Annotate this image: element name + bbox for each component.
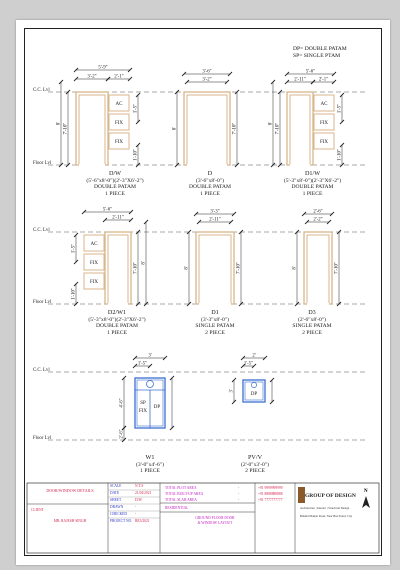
legend-line-2: SP= SINGLE PTAM bbox=[293, 53, 341, 59]
dw-dim-r2-text: 1'-10" bbox=[133, 149, 139, 161]
title-block-key: DATE bbox=[110, 491, 120, 495]
caption-code: PV/V bbox=[247, 454, 263, 461]
d1w-dim-door-text: 2'-11" bbox=[294, 77, 306, 83]
caption-code: W1 bbox=[145, 454, 155, 461]
caption-d1 bbox=[165, 310, 265, 336]
d1w-dim-h2-text: 8' bbox=[268, 121, 274, 126]
caption-code: D3 bbox=[308, 309, 316, 316]
area-key: TOTAL PLOT AREA bbox=[165, 486, 197, 490]
w1-dim-half-text: 1'-5" bbox=[137, 361, 148, 367]
title-block-value: D/W bbox=[135, 498, 142, 502]
caption-w1 bbox=[110, 455, 190, 475]
d-dim-h2-text: 8' bbox=[172, 126, 178, 131]
caption-dw bbox=[60, 171, 170, 197]
title-block-value: - bbox=[135, 512, 137, 516]
brand-logo-mark bbox=[298, 487, 305, 503]
caption-d2w1 bbox=[62, 310, 172, 336]
d2w1-dim-h2-text: 8' bbox=[141, 261, 147, 265]
d1w-door-inner bbox=[290, 95, 310, 165]
pvw-dim-half-text: 1'-5" bbox=[243, 361, 254, 367]
d2w1-door-inner bbox=[108, 235, 128, 304]
dw-dim-win-text: 2'-1" bbox=[114, 74, 124, 80]
area-line-3 bbox=[165, 498, 197, 502]
pvw-panel-dp: DP bbox=[250, 392, 258, 397]
layout-line-2: & WINDOW LAYOUT bbox=[197, 521, 233, 525]
dw-dim-h1-text: 7'-10" bbox=[63, 122, 69, 135]
pvw-dim-h-text: 3' bbox=[229, 389, 235, 393]
dw-dim-r1-text: 1'-5" bbox=[133, 103, 139, 114]
dw-door-inner bbox=[79, 95, 105, 165]
d3-dim-top-text: 2'-6" bbox=[313, 209, 323, 215]
d1-dim-top-text: 3'-3" bbox=[210, 209, 220, 215]
d1w-dim-top-text: 5'-6" bbox=[305, 69, 316, 75]
caption-type: DOUBLE PATAM bbox=[291, 184, 334, 190]
caption-code: D1 bbox=[211, 309, 219, 316]
title-block-value: N.T.S bbox=[135, 484, 144, 488]
layout-line-1: GROUND FLOOR DOOR bbox=[195, 516, 235, 520]
drawing-title: DOOR/WINDOW DETAILS bbox=[46, 488, 94, 493]
d-dim-in-text: 3'-2" bbox=[202, 77, 212, 83]
d1w-dim-r2-text: 1'-10" bbox=[337, 149, 343, 161]
area-key: TOTAL BUILT-UP AREA bbox=[165, 492, 204, 496]
d1w-panel-label: FIX bbox=[319, 140, 329, 145]
caption-size: (5'-3"x8'-0")(2'-3"X6'-2") bbox=[88, 316, 146, 323]
title-block-key: SHEET bbox=[110, 498, 122, 502]
w1-panel-dp: DP bbox=[153, 405, 161, 410]
d2w1-panel-label: FIX bbox=[89, 280, 99, 285]
caption-count: 1 PIECE bbox=[302, 190, 323, 197]
brand-name: GROUP OF DESIGN bbox=[305, 493, 356, 499]
d1w-panel-label: FIX bbox=[319, 121, 329, 126]
d2w1-dim-top-text: 5'-6" bbox=[102, 207, 113, 213]
contact-2: +91 8888888888 bbox=[258, 492, 283, 496]
caption-count: 2 PIECE bbox=[245, 468, 265, 474]
building-type: RESIDENTIAL bbox=[165, 506, 189, 510]
area-value: - bbox=[238, 498, 240, 502]
caption-size: (3'-0"x4'-6") bbox=[135, 461, 165, 468]
d1w-dim-r1-text: 1'-5" bbox=[337, 103, 343, 114]
w1-panel-sp: SP bbox=[140, 401, 146, 406]
floor-level-label: Floor Lvl bbox=[33, 161, 52, 166]
d1-dim-h1-text: 7'-10" bbox=[236, 262, 242, 274]
caption-size: (2'-6"x8'-0") bbox=[297, 316, 327, 323]
area-key: TOTAL SLAB AREA bbox=[165, 498, 197, 502]
caption-d3 bbox=[262, 310, 362, 336]
dw-panel-label: FIX bbox=[114, 121, 124, 126]
d3-door-inner bbox=[307, 235, 329, 304]
title-block-key: DRAWN bbox=[110, 505, 124, 509]
legend-line-1: DP= DOUBLE PATAM bbox=[293, 46, 347, 52]
contact-3: +91 7777777777 bbox=[258, 498, 283, 502]
d1-door-inner bbox=[199, 235, 231, 304]
floor-level-label: Floor Lvl bbox=[33, 300, 52, 305]
d-door-inner bbox=[187, 95, 227, 165]
caption-count: 1 PIECE bbox=[107, 329, 127, 336]
caption-type: DOUBLE PATAM bbox=[188, 184, 232, 190]
caption-size: (5'-6"x8'-0")(2'-3"X6'-2") bbox=[86, 177, 144, 184]
caption-code: D1/W bbox=[304, 170, 321, 177]
caption-size: (2'-0"x3'-0") bbox=[240, 461, 270, 468]
caption-count: 1 PIECE bbox=[105, 190, 125, 197]
caption-type: SINGLE PATAM bbox=[292, 323, 332, 329]
caption-d1w bbox=[255, 171, 370, 197]
pvw-frame bbox=[243, 380, 265, 402]
contact-1: +91 9999999999 bbox=[258, 486, 283, 490]
client-name: MR. RAJESH SINGH bbox=[53, 519, 87, 523]
d3-dim-h2-text: 8' bbox=[292, 266, 298, 270]
dw-dim-h2-text: 8' bbox=[56, 121, 62, 126]
pvw-dim-top-text: 2' bbox=[252, 353, 256, 359]
d2w1-dim-door-text: 2'-11" bbox=[112, 215, 124, 221]
title-block-key: CHECKED bbox=[110, 512, 127, 516]
d1w-panel-label: AC bbox=[320, 102, 328, 107]
caption-type: DOUBLE PATAM bbox=[95, 323, 139, 329]
caption-code: D2/W1 bbox=[107, 309, 127, 316]
area-value: - bbox=[238, 492, 240, 496]
area-line-1 bbox=[165, 486, 197, 490]
dw-dim-door-text: 3'-2" bbox=[87, 74, 97, 80]
dw-panel-label: FIX bbox=[114, 140, 124, 145]
area-line-2 bbox=[165, 492, 203, 496]
d3-dim-in-text: 2'-2" bbox=[313, 217, 323, 223]
title-block-key: PROJECT NO. bbox=[110, 519, 133, 523]
d2w1-dim-h1-text: 7'-10" bbox=[133, 262, 139, 274]
d1w-dim-win-text: 2'-1" bbox=[318, 77, 329, 83]
title-block-key: SCALE bbox=[110, 484, 122, 488]
w1-dim-h-text: 4'-6" bbox=[119, 398, 125, 408]
caption-d bbox=[160, 171, 260, 197]
floor-level-label: Floor Lvl bbox=[33, 436, 52, 441]
w1-dim-top-text: 3' bbox=[148, 353, 152, 359]
caption-type: DOUBLE PATAM bbox=[93, 184, 137, 190]
d1-dim-h2-text: 8' bbox=[184, 266, 190, 270]
cc-level-label: C.C. Lvl bbox=[33, 88, 50, 93]
caption-count: 1 PIECE bbox=[140, 468, 160, 474]
d2w1-panel-label: AC bbox=[90, 242, 98, 247]
dw-dim-top-text: 5'-9" bbox=[98, 65, 108, 71]
w1-dim-sill-text: 2'-6" bbox=[119, 429, 125, 439]
caption-pvw bbox=[215, 455, 295, 475]
d-dim-top-text: 3'-6" bbox=[202, 69, 212, 75]
d2w1-dim-l1-text: 1'-5" bbox=[71, 243, 77, 254]
caption-size: (5'-3"x8'-0")(2'-3"X6'-2") bbox=[283, 177, 342, 184]
caption-count: 1 PIECE bbox=[200, 190, 220, 197]
d3-dim-h1-text: 7'-10" bbox=[334, 262, 340, 274]
brand-address: Behind Market Road, Near Bus Stand, City bbox=[300, 514, 353, 518]
d2w1-panel-label: FIX bbox=[89, 261, 99, 266]
w1-panel-fix: FIX bbox=[138, 409, 148, 414]
north-label: N bbox=[364, 489, 368, 494]
cc-level-label: C.C. Lvl bbox=[33, 228, 50, 233]
caption-count: 2 PIECE bbox=[205, 329, 225, 336]
caption-size: (3'-3"x8'-0") bbox=[200, 316, 230, 323]
caption-code: D bbox=[207, 170, 213, 177]
caption-count: 2 PIECE bbox=[302, 329, 322, 336]
brand-tagline: Architecture | Interior | Structural Design bbox=[300, 506, 350, 510]
title-block-value: - bbox=[135, 505, 137, 509]
title-block-value: 21/04/2021 bbox=[135, 491, 152, 495]
dw-panel-label: AC bbox=[115, 102, 123, 107]
caption-type: SINGLE PATAM bbox=[195, 323, 235, 329]
area-value: - bbox=[238, 486, 240, 490]
d-dim-h1-text: 7'-10" bbox=[232, 122, 238, 135]
title-block-value: RE3/2021 bbox=[135, 519, 150, 523]
d1w-dim-h1-text: 7'-10" bbox=[275, 122, 281, 135]
cc-level-label: C.C. Lvl bbox=[33, 368, 50, 373]
caption-code: D/W bbox=[108, 170, 122, 177]
d1-dim-in-text: 2'-11" bbox=[209, 217, 221, 223]
d2w1-dim-l2-text: 1'-10" bbox=[71, 288, 77, 300]
client-label: CLIENT bbox=[31, 508, 44, 512]
caption-size: (3'-6"x8'-0") bbox=[195, 177, 225, 184]
